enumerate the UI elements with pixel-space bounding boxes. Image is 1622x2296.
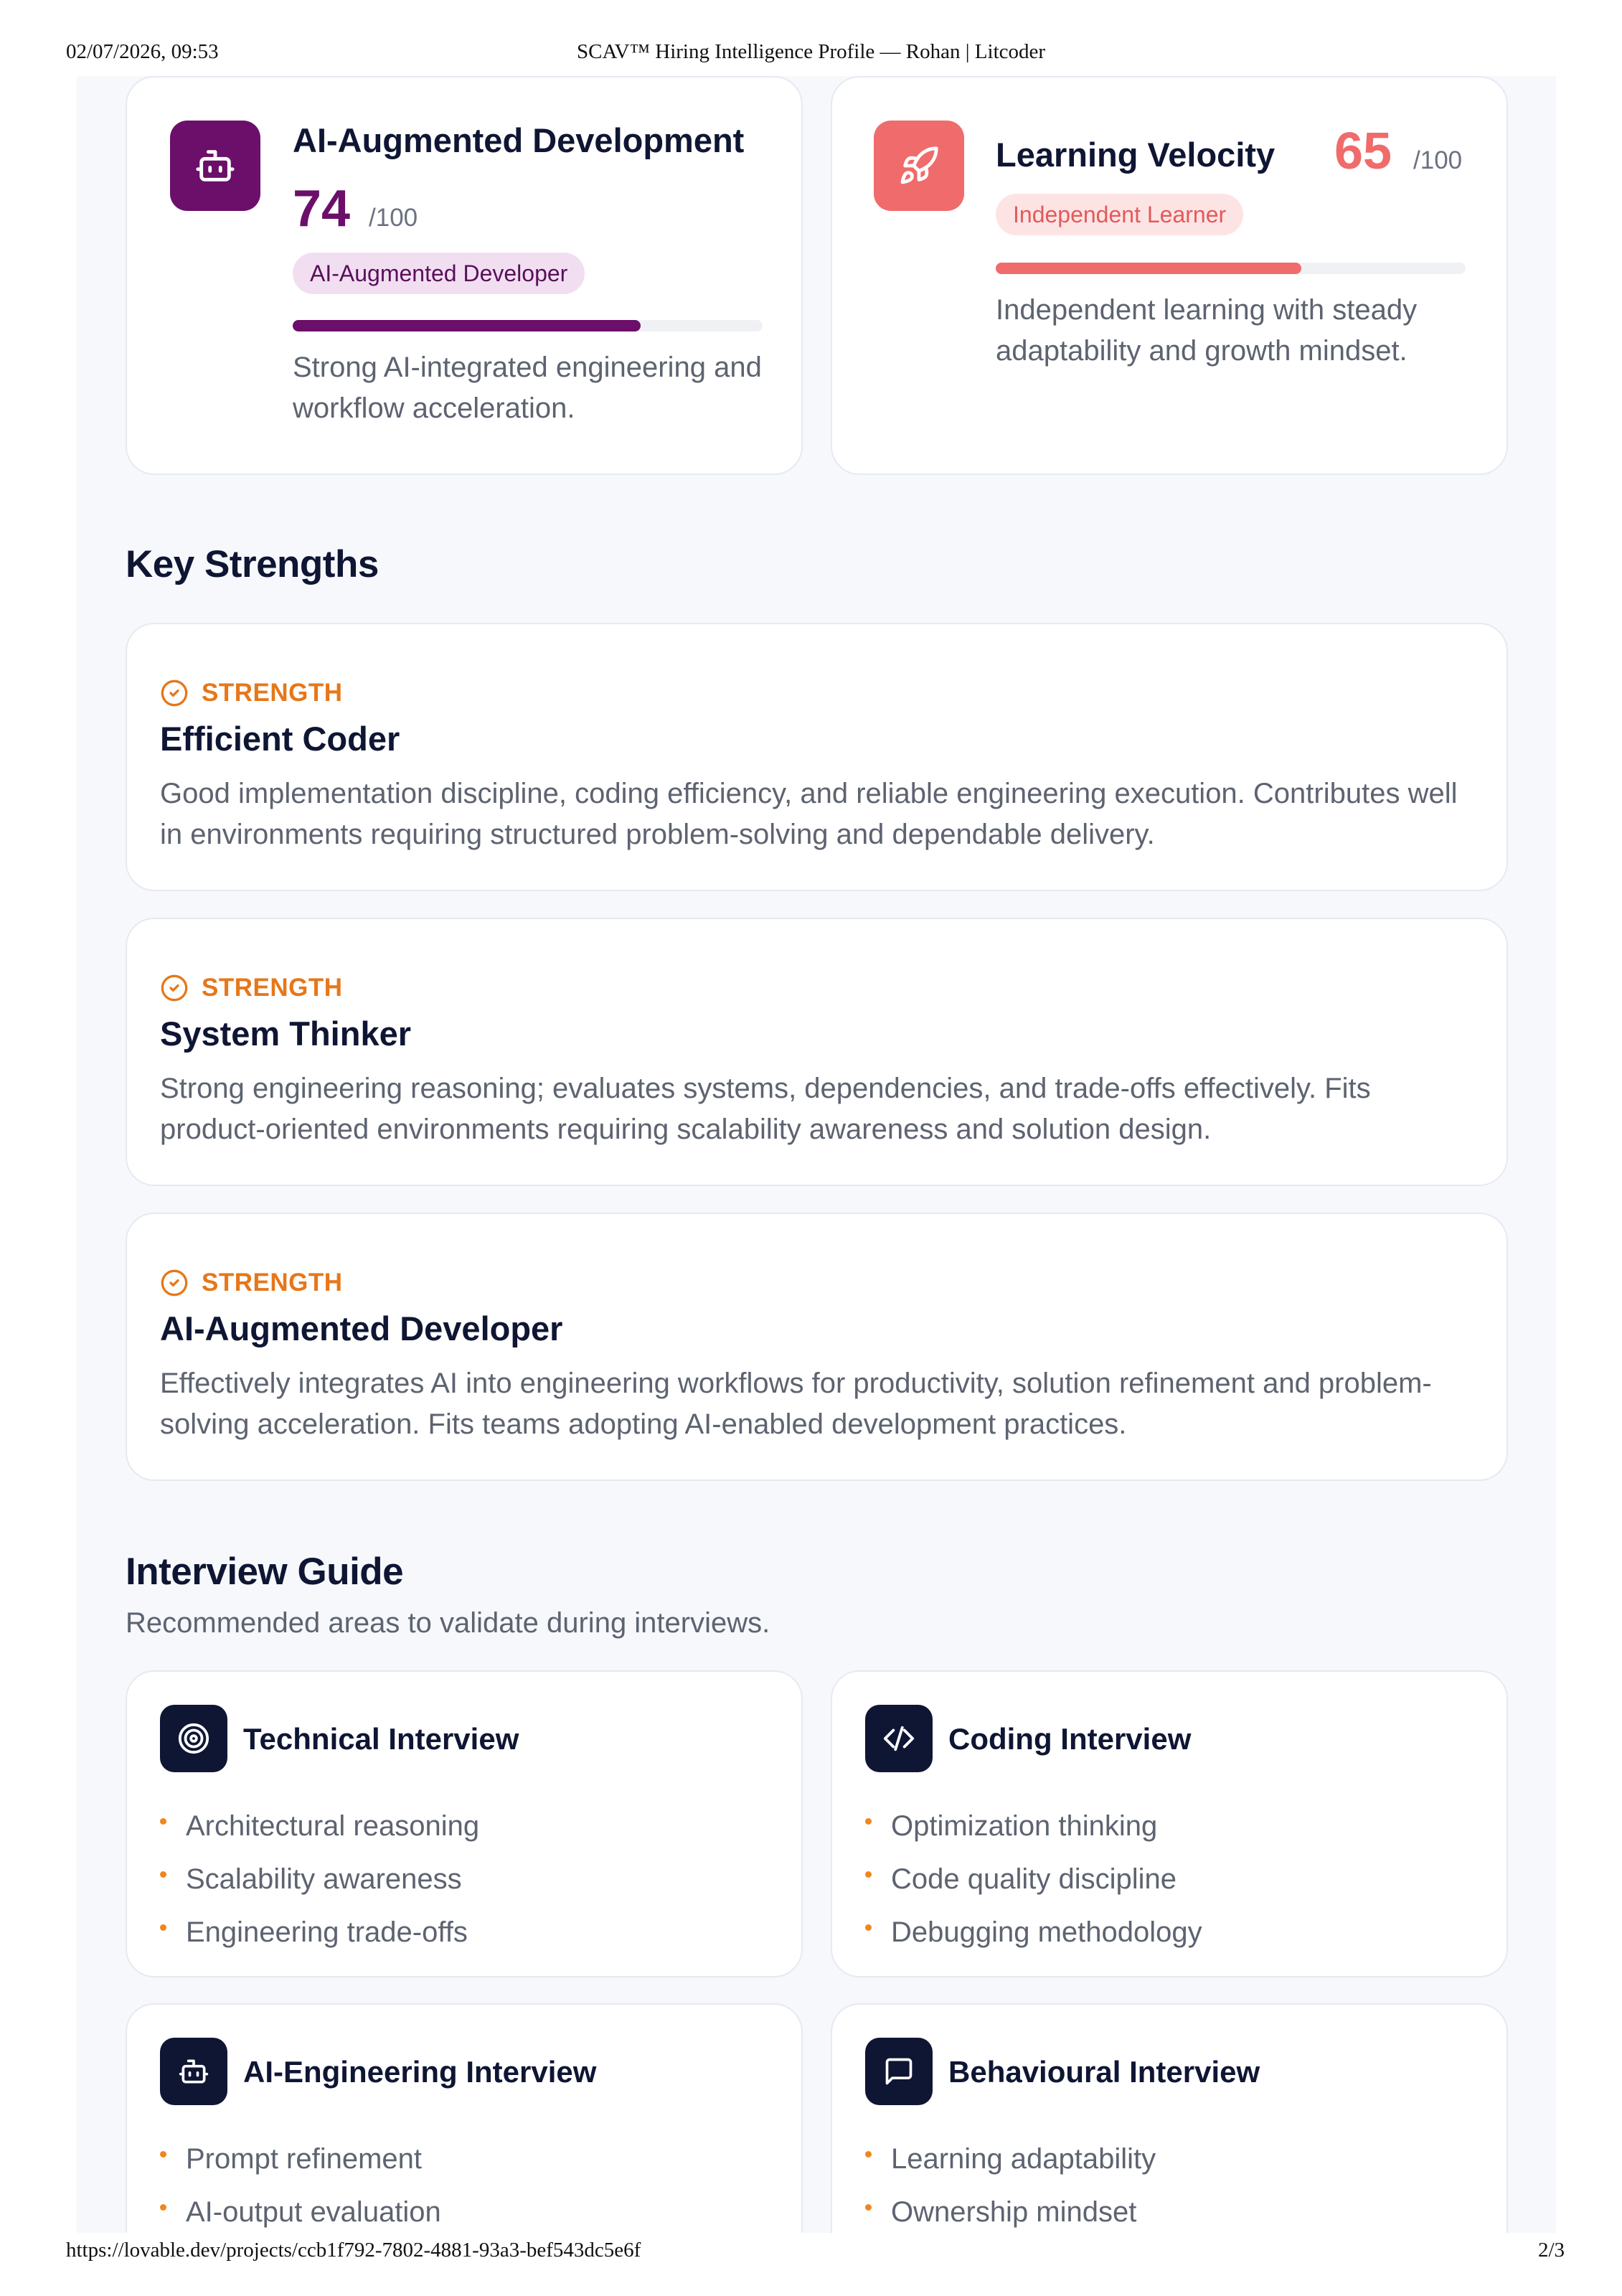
score-description: Strong AI-integrated engineering and workflow acceleration. [293, 352, 762, 424]
interview-guide-heading: Interview Guide [126, 1551, 404, 1593]
guide-card-ai-engineering [126, 2003, 803, 2233]
chat-icon [865, 2038, 933, 2105]
robot-icon [160, 2038, 227, 2105]
strength-title: AI-Augmented Developer [160, 1309, 563, 1347]
guide-card-behavioural [831, 2003, 1508, 2233]
score-description: Independent learning with steady adaptability and growth mindset. [996, 294, 1418, 367]
guide-list [865, 2132, 1156, 2239]
score-card-ai-augmented [126, 76, 803, 475]
strength-tag: STRENGTH [202, 974, 343, 1002]
strength-description: Effectively integrates AI into engineering workflows for productivity, solution refinement and problem-solving acceleration. Fits teams adopting AI-enabled development practices. [160, 1368, 1432, 1440]
strength-description: Strong engineering reasoning; evaluates systems, dependencies, and trade-offs effectively. Fits product-oriented environments requiring scalability awareness and solution design. [160, 1073, 1371, 1145]
print-page-number: 2/3 [1537, 2239, 1565, 2262]
score-value: 74 [293, 180, 351, 237]
score-badge: AI-Augmented Developer [293, 253, 585, 294]
target-icon [160, 1705, 227, 1772]
list-item: Optimization thinking [865, 1799, 1202, 1853]
interview-guide-subtitle: Recommended areas to validate during interviews. [126, 1607, 770, 1639]
list-item: Engineering trade-offs [160, 1906, 479, 1959]
print-datetime: 02/07/2026, 09:53 [66, 40, 219, 63]
print-doc-title: SCAV™ Hiring Intelligence Profile — Rohan | Litcoder [576, 40, 1046, 63]
list-item: Code quality discipline [865, 1853, 1202, 1906]
score-badge: Independent Learner [996, 194, 1243, 235]
score-card-learning-velocity [831, 76, 1508, 475]
check-circle-icon [160, 1269, 189, 1297]
score-title: AI-Augmented Development [293, 121, 745, 159]
strength-card [126, 623, 1508, 891]
guide-list [160, 2132, 441, 2239]
list-item: Architectural reasoning [160, 1799, 479, 1853]
strength-card [126, 918, 1508, 1186]
score-bar [293, 320, 763, 331]
rocket-icon [874, 121, 964, 211]
score-value: 65 [1334, 123, 1392, 180]
guide-title: Coding Interview [948, 1722, 1192, 1756]
code-icon [865, 1705, 933, 1772]
print-footer [0, 2239, 1622, 2282]
score-max: /100 [1413, 146, 1463, 174]
strength-title: System Thinker [160, 1015, 412, 1053]
robot-icon [170, 121, 260, 211]
guide-title: AI-Engineering Interview [243, 2055, 597, 2089]
list-item: Learning adaptability [865, 2132, 1156, 2186]
strength-card [126, 1213, 1508, 1481]
list-item: AI-output evaluation [160, 2186, 441, 2239]
list-item: Prompt refinement [160, 2132, 441, 2186]
list-item: Scalability awareness [160, 1853, 479, 1906]
guide-card-coding [831, 1670, 1508, 1977]
guide-title: Behavioural Interview [948, 2055, 1260, 2089]
check-circle-icon [160, 974, 189, 1002]
strength-tag: STRENGTH [202, 679, 343, 707]
score-max: /100 [369, 204, 418, 232]
list-item: Ownership mindset [865, 2186, 1156, 2239]
score-title: Learning Velocity [996, 136, 1276, 174]
score-bar [996, 263, 1466, 274]
score-bar-fill [293, 320, 641, 331]
strength-title: Efficient Coder [160, 720, 400, 758]
guide-card-technical [126, 1670, 803, 1977]
list-item: Debugging methodology [865, 1906, 1202, 1959]
guide-title: Technical Interview [243, 1722, 519, 1756]
print-url: https://lovable.dev/projects/ccb1f792-7802-4881-93a3-bef543dc5e6f [66, 2239, 641, 2262]
strength-description: Good implementation discipline, coding efficiency, and reliable engineering execution. Contributes well in environments requiring structured problem-solving and dependable delivery. [160, 778, 1458, 850]
score-bar-fill [996, 263, 1301, 274]
guide-list [865, 1799, 1202, 1959]
guide-list [160, 1799, 479, 1959]
key-strengths-heading: Key Strengths [126, 543, 379, 585]
strength-tag: STRENGTH [202, 1269, 343, 1297]
check-circle-icon [160, 679, 189, 707]
